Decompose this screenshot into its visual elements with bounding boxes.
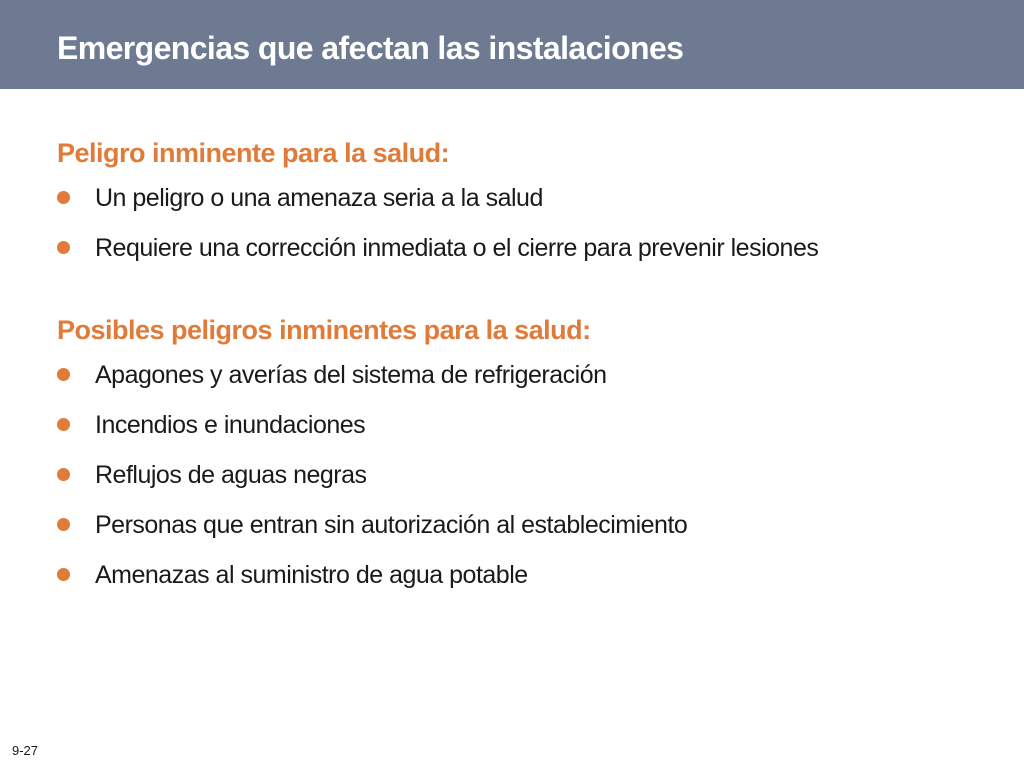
section-possible-hazards xyxy=(57,310,997,600)
bullet-item xyxy=(57,450,997,500)
bullet-dot-icon xyxy=(57,241,70,254)
section-heading: Posibles peligros inminentes para la salud: xyxy=(57,315,591,345)
bullet-item xyxy=(57,400,997,450)
slide-title: Emergencias que afectan las instalaciones xyxy=(57,30,684,66)
bullet-dot-icon xyxy=(57,468,70,481)
bullet-dot-icon xyxy=(57,418,70,431)
bullet-list xyxy=(57,350,997,600)
bullet-dot-icon xyxy=(57,191,70,204)
bullet-item xyxy=(57,350,997,400)
bullet-text: Un peligro o una amenaza seria a la salud xyxy=(95,184,543,212)
bullet-item xyxy=(57,173,997,223)
section-imminent-hazard xyxy=(57,133,997,273)
bullet-text: Reflujos de aguas negras xyxy=(95,461,367,489)
bullet-dot-icon xyxy=(57,368,70,381)
title-bar xyxy=(0,0,1024,89)
bullet-item xyxy=(57,500,997,550)
section-heading: Peligro inminente para la salud: xyxy=(57,138,450,168)
slide-number: 9-27 xyxy=(12,743,39,758)
bullet-item xyxy=(57,550,997,600)
bullet-dot-icon xyxy=(57,518,70,531)
bullet-text: Amenazas al suministro de agua potable xyxy=(95,561,528,589)
bullet-list xyxy=(57,173,997,273)
bullet-item xyxy=(57,223,997,273)
bullet-dot-icon xyxy=(57,568,70,581)
bullet-text: Apagones y averías del sistema de refrigeración xyxy=(95,361,607,389)
bullet-text: Incendios e inundaciones xyxy=(95,411,366,439)
bullet-text: Requiere una corrección inmediata o el cierre para prevenir lesiones xyxy=(95,234,819,262)
bullet-text: Personas que entran sin autorización al establecimiento xyxy=(95,511,688,539)
